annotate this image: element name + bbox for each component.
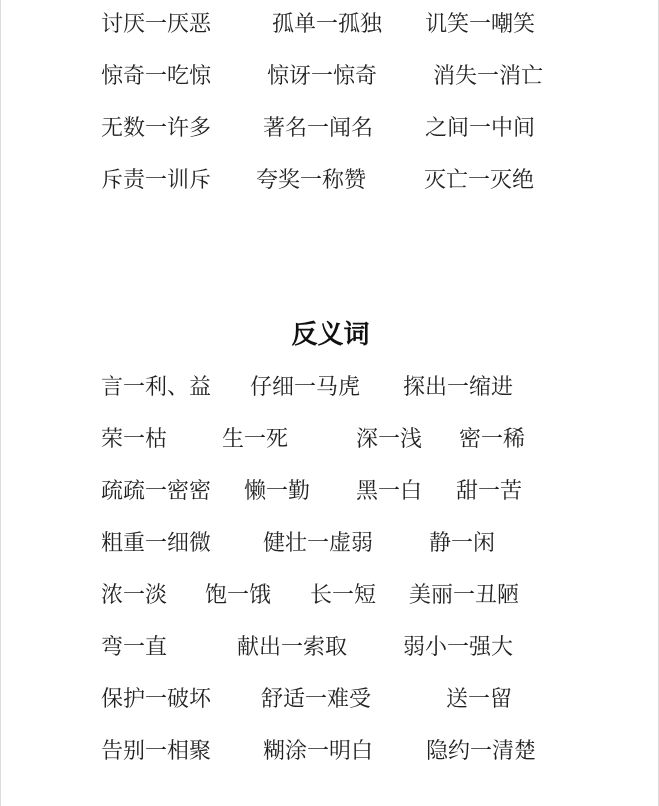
word-pair: 送一留 (446, 687, 513, 712)
word-pair: 深一浅 (356, 427, 423, 452)
synonym-row (1, 62, 659, 92)
word-pair: 黑一白 (356, 479, 423, 504)
antonym-row (1, 581, 659, 611)
word-pair: 弯一直 (101, 635, 168, 660)
synonym-row (1, 166, 659, 196)
word-pair: 隐约一清楚 (426, 739, 537, 764)
word-pair: 孤单一孤独 (272, 12, 383, 37)
word-pair: 探出一缩进 (403, 375, 514, 400)
synonym-row (1, 10, 659, 40)
word-pair: 著名一闻名 (263, 116, 374, 141)
antonym-row (1, 737, 659, 767)
word-pair: 荣一枯 (101, 427, 168, 452)
word-pair: 夸奖一称赞 (256, 168, 367, 193)
word-pair: 甜一苦 (456, 479, 523, 504)
word-pair: 密一稀 (459, 427, 526, 452)
word-pair: 长一短 (310, 583, 377, 608)
word-pair: 斥责一训斥 (101, 168, 212, 193)
word-pair: 懒一勤 (244, 479, 311, 504)
word-pair: 弱小一强大 (403, 635, 514, 660)
word-pair: 言一利、益 (101, 375, 212, 400)
antonym-row (1, 477, 659, 507)
word-pair: 生一死 (222, 427, 289, 452)
word-pair: 灭亡一灭绝 (424, 168, 535, 193)
antonym-row (1, 633, 659, 663)
word-pair: 之间一中间 (425, 116, 536, 141)
word-pair: 舒适一难受 (261, 687, 372, 712)
section-heading: 反义词 (291, 320, 370, 350)
synonym-row (1, 114, 659, 144)
word-pair: 告别一相聚 (101, 739, 212, 764)
word-pair: 讨厌一厌恶 (101, 12, 212, 37)
word-pair: 无数一许多 (101, 116, 212, 141)
antonym-row (1, 425, 659, 455)
word-pair: 静一闲 (429, 531, 496, 556)
word-pair: 美丽一丑陋 (409, 583, 520, 608)
word-pair: 保护一破坏 (101, 687, 212, 712)
antonym-row (1, 373, 659, 403)
word-pair: 疏疏一密密 (101, 479, 212, 504)
word-pair: 惊奇一吃惊 (101, 64, 212, 89)
antonym-row (1, 685, 659, 715)
word-pair: 惊讶一惊奇 (267, 64, 378, 89)
word-pair: 献出一索取 (237, 635, 348, 660)
word-pair: 讥笑一嘲笑 (425, 12, 536, 37)
word-pair: 饱一饿 (205, 583, 272, 608)
word-pair: 浓一淡 (101, 583, 168, 608)
word-pair: 消失一消亡 (433, 64, 544, 89)
word-pair: 糊涂一明白 (263, 739, 374, 764)
word-pair: 仔细一马虎 (250, 375, 361, 400)
word-pair: 粗重一细微 (101, 531, 212, 556)
antonym-row (1, 529, 659, 559)
word-pair: 健壮一虚弱 (263, 531, 374, 556)
